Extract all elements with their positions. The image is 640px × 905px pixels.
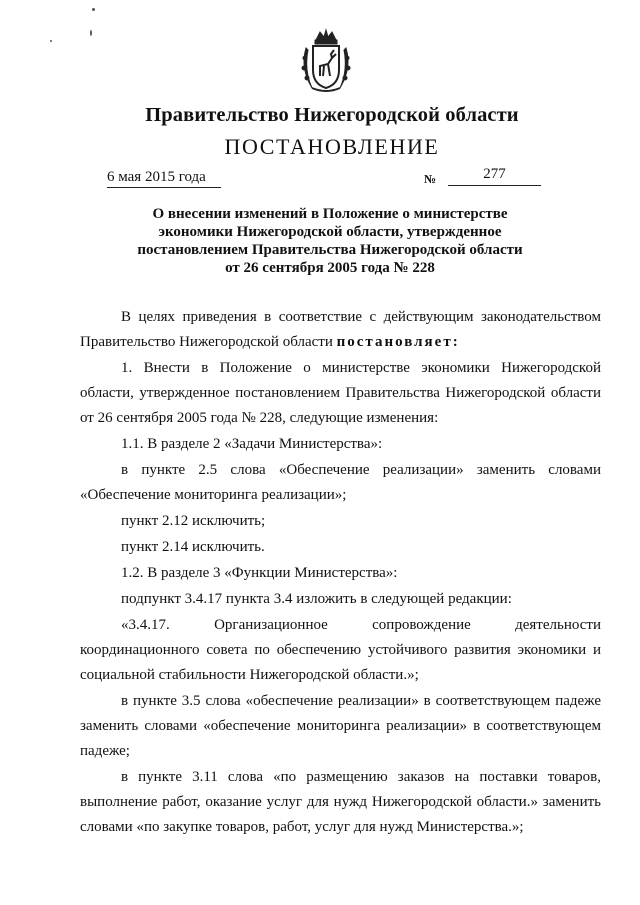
document-type-title: ПОСТАНОВЛЕНИЕ bbox=[224, 134, 440, 159]
document-number: 277 bbox=[448, 166, 541, 186]
paragraph-2-14: пункт 2.14 исключить. bbox=[121, 539, 265, 555]
paragraph-2-5: в пункте 2.5 слова «Обеспечение реализации» заменить словами «Обеспечение мониторинга реализации»; bbox=[80, 462, 601, 503]
subject-line: от 26 сентября 2005 года № 228 bbox=[225, 260, 435, 276]
decree-word: постановляет: bbox=[336, 334, 460, 350]
scan-speck bbox=[92, 8, 95, 11]
coat-of-arms-emblem bbox=[298, 28, 354, 94]
subparagraph-3-4-17-intro: подпункт 3.4.17 пункта 3.4 изложить в следующей редакции: bbox=[121, 591, 512, 607]
paragraph-3-5: в пункте 3.5 слова «обеспечение реализации» в соответствующем падеже заменить словами «обеспечение мониторинга реализации» в соответствующем падеже; bbox=[80, 693, 601, 759]
scan-speck bbox=[50, 40, 52, 42]
preamble-text: В целях приведения в соответствие с действующим законодательством Правительство Нижегородской области bbox=[80, 309, 601, 350]
document-body bbox=[80, 305, 601, 840]
subject-line: постановлением Правительства Нижегородской области bbox=[137, 242, 523, 258]
paragraph-3-11: в пункте 3.11 слова «по размещению заказов на поставки товаров, выполнение работ, оказание услуг для нужд Нижегородской области.» заменить словами «по закупке товаров, работ, услуг для нужд Министерства.»; bbox=[80, 769, 601, 835]
item-1-1: 1.1. В разделе 2 «Задачи Министерства»: bbox=[121, 436, 383, 452]
organization-title: Правительство Нижегородской области bbox=[145, 104, 519, 126]
preamble-paragraph bbox=[80, 305, 601, 355]
paragraph-2-12: пункт 2.12 исключить; bbox=[121, 513, 266, 529]
number-label: № bbox=[424, 172, 437, 186]
document-subject bbox=[120, 205, 540, 277]
subparagraph-3-4-17-text: «3.4.17. Организационное сопровождение деятельности координационного совета по обеспечению устойчивого развития экономики и социальной стабильности Нижегородской области.»; bbox=[80, 617, 601, 683]
item-1-2: 1.2. В разделе 3 «Функции Министерства»: bbox=[121, 565, 398, 581]
item-1: 1. Внести в Положение о министерстве экономики Нижегородской области, утвержденное постановлением Правительства Нижегородской области от 26 сентября 2005 года № 228, следующие изменения: bbox=[80, 360, 601, 426]
subject-line: О внесении изменений в Положение о министерстве bbox=[152, 206, 508, 222]
subject-line: экономики Нижегородской области, утвержденное bbox=[158, 224, 502, 240]
scan-speck bbox=[90, 30, 92, 36]
document-date: 6 мая 2015 года bbox=[107, 169, 221, 188]
